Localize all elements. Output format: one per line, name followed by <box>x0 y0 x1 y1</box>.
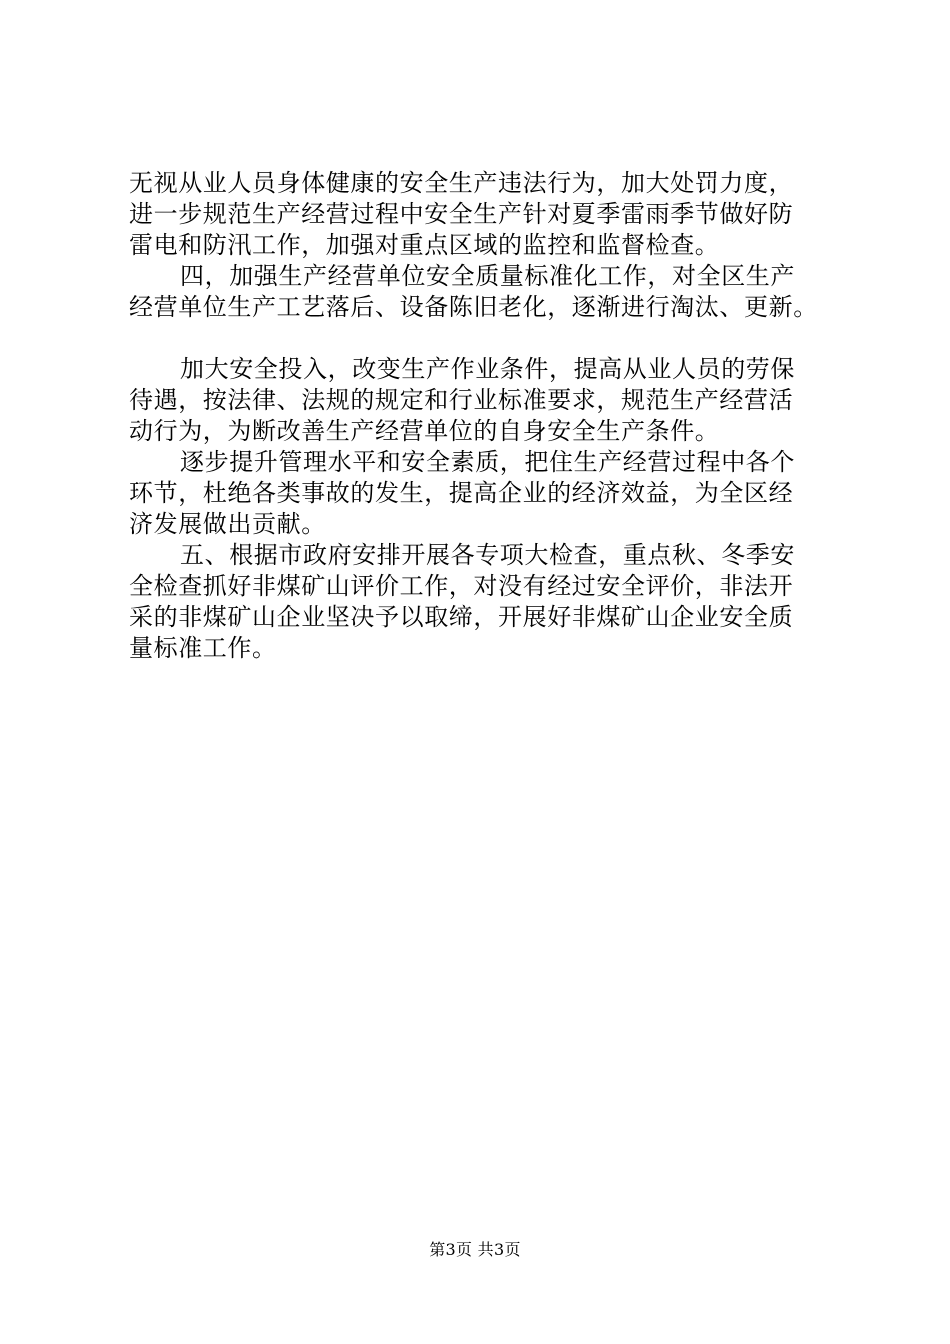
text-line: 采的非煤矿山企业坚决予以取缔，开展好非煤矿山企业安全质 <box>129 603 794 631</box>
paragraph-four-start: 四，加强生产经营单位安全质量标准化工作，对全区生产 <box>180 262 795 290</box>
text-line: 全检查抓好非煤矿山评价工作，对没有经过安全评价，非法开 <box>129 572 794 600</box>
text-line: 待遇，按法律、法规的规定和行业标准要求，规范生产经营活 <box>129 386 794 414</box>
text-line: 动行为，为断改善生产经营单位的自身安全生产条件。 <box>129 417 720 445</box>
paragraph-gap <box>129 323 849 354</box>
text-line: 进一步规范生产经营过程中安全生产针对夏季雷雨季节做好防 <box>129 200 794 228</box>
text-line: 雷电和防汛工作，加强对重点区域的监控和监督检查。 <box>129 231 720 259</box>
text-line: 无视从业人员身体健康的安全生产违法行为，加大处罚力度， <box>129 169 794 197</box>
paragraph-investment-start: 加大安全投入，改变生产作业条件，提高从业人员的劳保 <box>180 355 795 383</box>
text-line: 量标准工作。 <box>129 634 277 662</box>
text-line: 经营单位生产工艺落后、设备陈旧老化，逐渐进行淘汰、更新。 <box>129 293 818 321</box>
text-line: 济发展做出贡献。 <box>129 510 326 538</box>
paragraph-management-start: 逐步提升管理水平和安全素质，把住生产经营过程中各个 <box>180 448 795 476</box>
page-number-footer: 第3页 共3页 <box>429 1240 521 1259</box>
text-line: 环节，杜绝各类事故的发生，提高企业的经济效益，为全区经 <box>129 479 794 507</box>
document-body <box>129 168 849 664</box>
paragraph-five-start: 五、根据市政府安排开展各专项大检查，重点秋、冬季安 <box>180 541 795 569</box>
